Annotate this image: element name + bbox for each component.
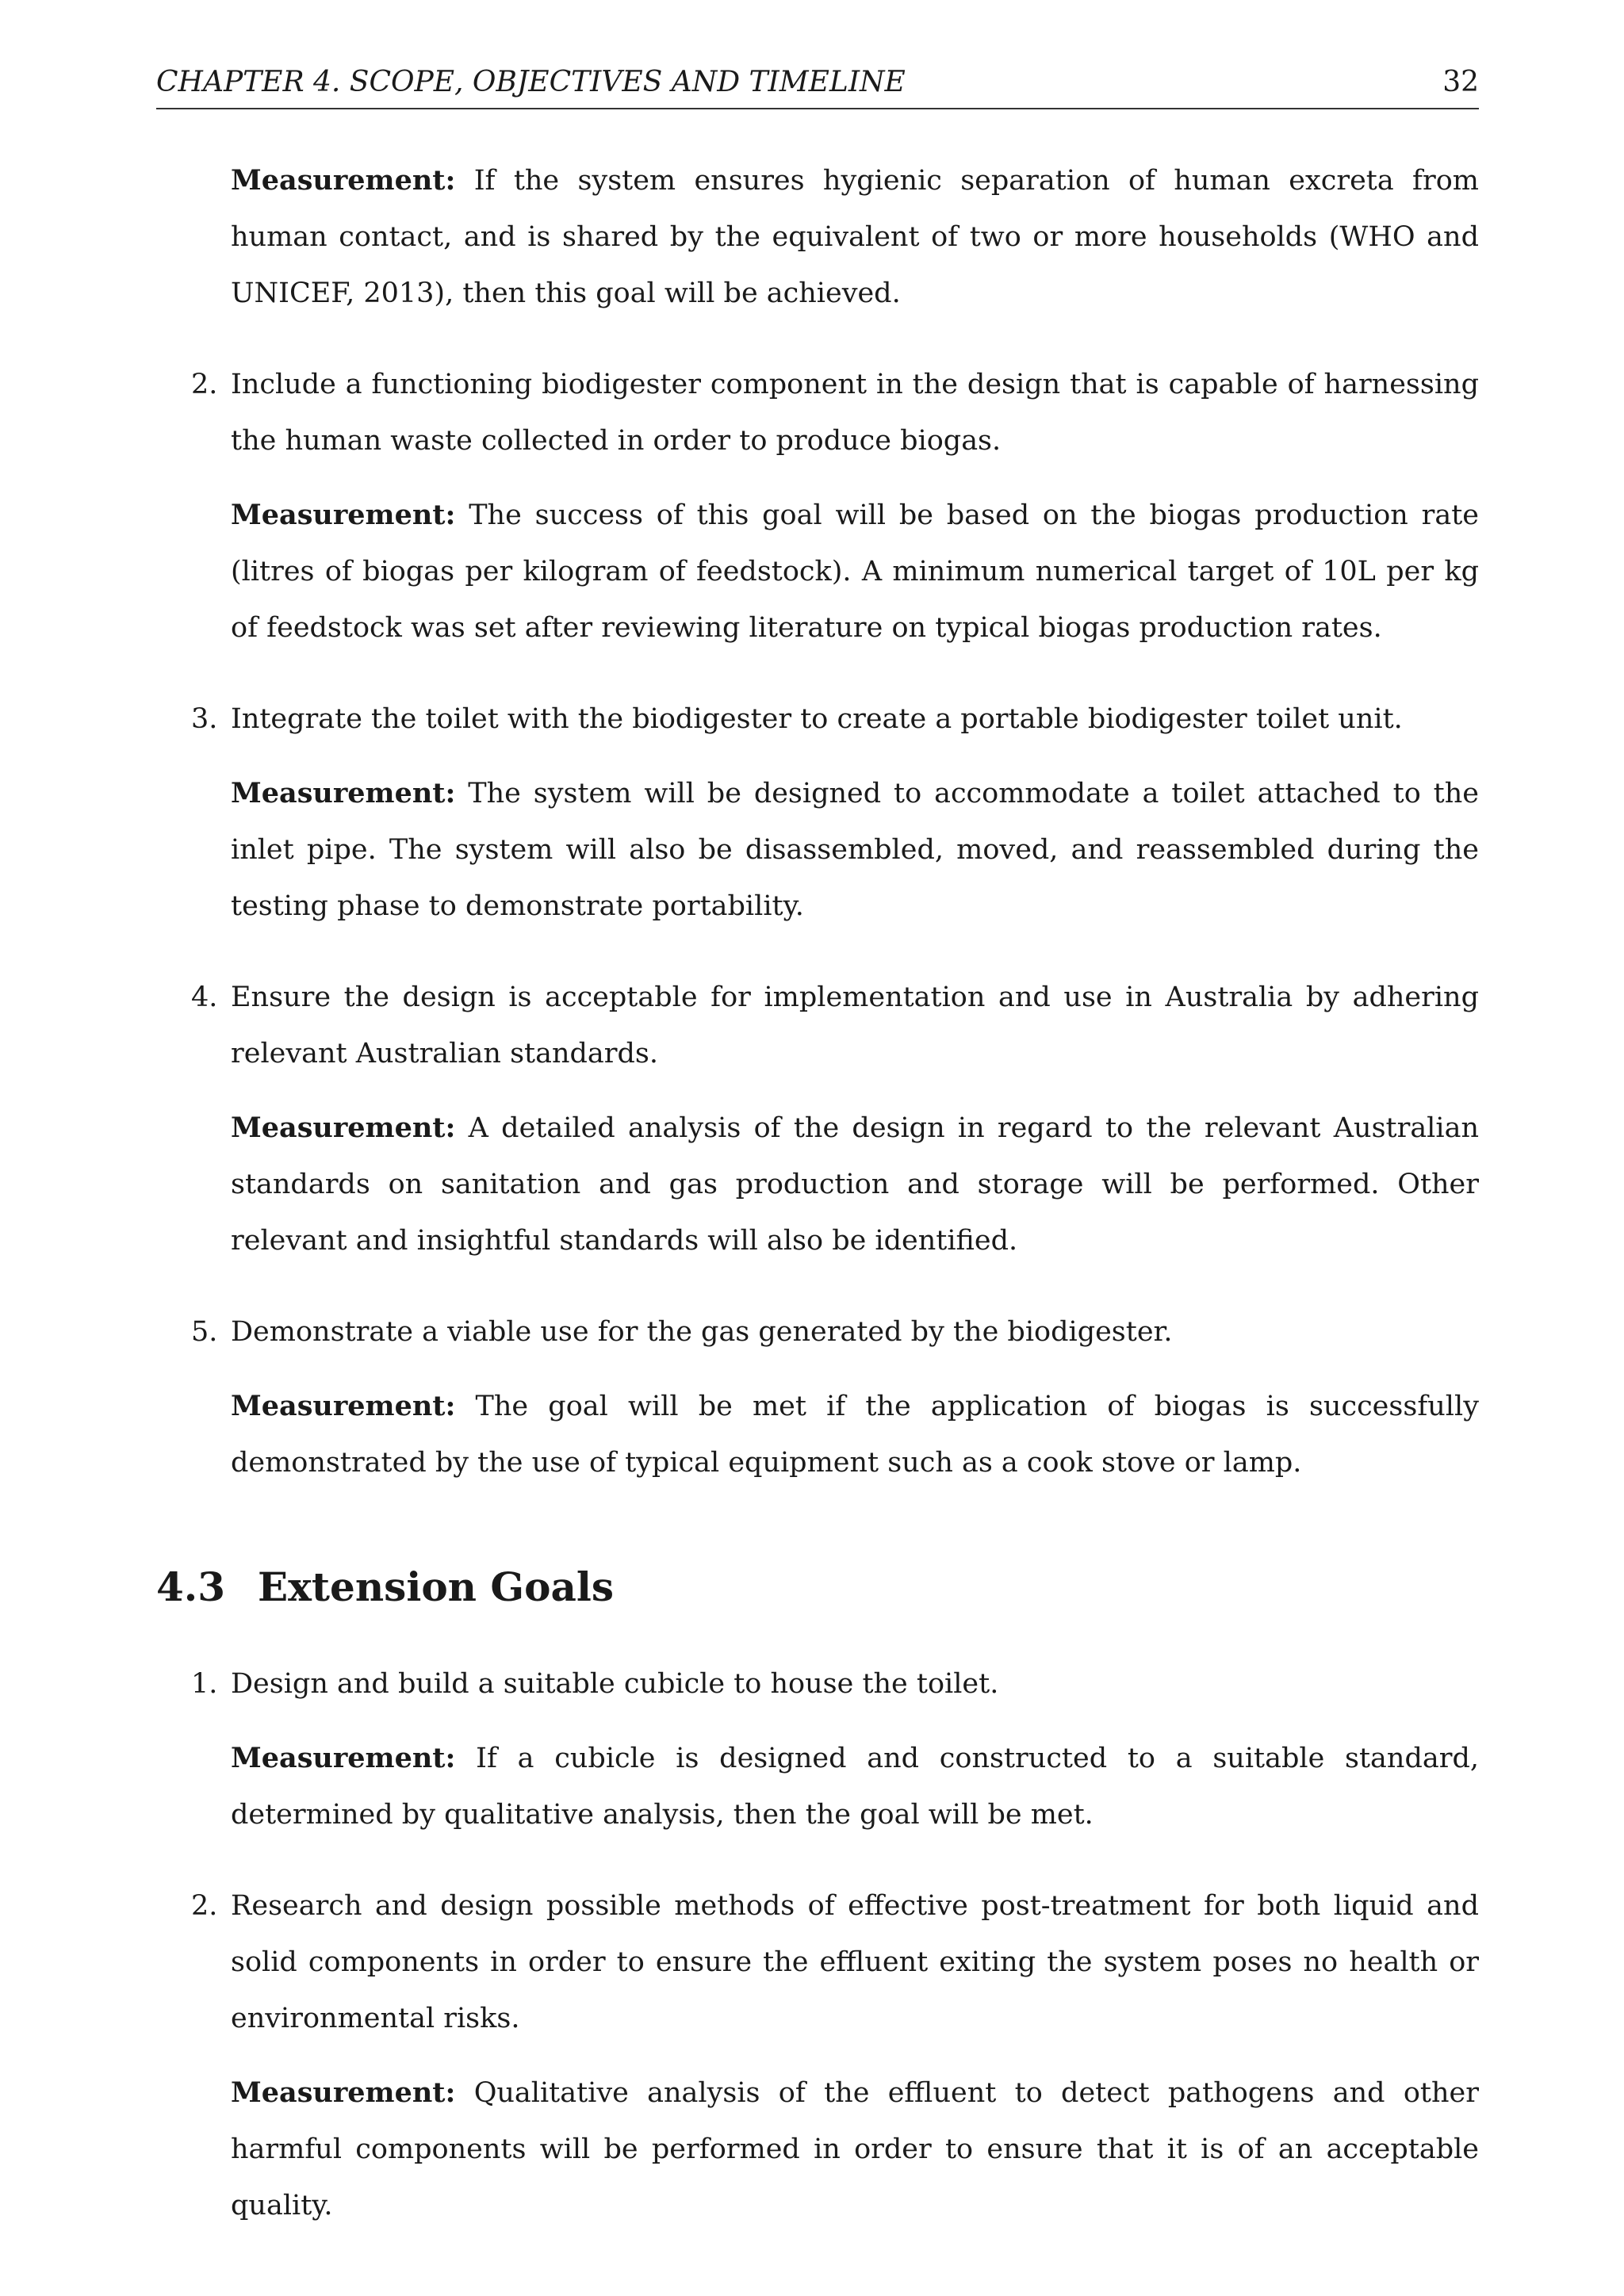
running-header: [156, 63, 1479, 109]
measurement-paragraph: [231, 152, 1479, 322]
measurement-label: Measurement:: [231, 777, 456, 809]
goal-number: 2.: [191, 1890, 218, 1922]
goal-item: [156, 1304, 1479, 1360]
section-number: 4.3: [156, 1563, 225, 1610]
measurement-text: A detailed analysis of the design in regard to the relevant Australian standards on sanitation and gas production and storage will be performed. Other relevant and insightful standards will also be identified.: [231, 1112, 1479, 1257]
measurement-text: If the system ensures hygienic separation of human excreta from human contact, and is shared by the equivalent of two or more households (WHO and UNICEF, 2013), then this goal will be achieved.: [231, 165, 1479, 309]
measurement-label: Measurement:: [231, 499, 456, 531]
page-number: 32: [1442, 66, 1479, 98]
extension-goal-item: [156, 1878, 1479, 2047]
chapter-title: CHAPTER 4. SCOPE, OBJECTIVES AND TIMELINE: [156, 66, 906, 98]
goal-text: Research and design possible methods of effective post-treatment for both liquid and solid components in order to ensure the effluent exiting the system poses no health or environmental risks.: [231, 1890, 1479, 2034]
measurement-text: The goal will be met if the application of biogas is successfully demonstrated by the use of typical equipment such as a cook stove or lamp.: [231, 1391, 1479, 1479]
goal-number: 2.: [191, 369, 218, 400]
goal-number: 1.: [191, 1668, 218, 1700]
measurement-label: Measurement:: [231, 164, 456, 197]
goal-item: [156, 970, 1479, 1082]
goal-number: 5.: [191, 1316, 218, 1348]
measurement-paragraph: [231, 765, 1479, 935]
measurement-paragraph: [231, 1378, 1479, 1491]
measurement-text: The success of this goal will be based on the biogas production rate (litres of biogas per kilogram of feedstock). A minimum numerical target of 10L per kg of feedstock was set after reviewing literature on typical biogas production rates.: [231, 499, 1479, 644]
measurement-text: If a cubicle is designed and constructed to a suitable standard, determined by qualitative analysis, then the goal will be met.: [231, 1743, 1479, 1831]
goal-item: [156, 357, 1479, 469]
page-body: [156, 152, 1479, 2252]
measurement-label: Measurement:: [231, 1742, 456, 1774]
goal-item: [156, 691, 1479, 748]
section-title: Extension Goals: [258, 1563, 615, 1610]
goal-text: Design and build a suitable cubicle to house the toilet.: [231, 1668, 999, 1700]
measurement-paragraph: [231, 1100, 1479, 1269]
goal-text: Demonstrate a viable use for the gas generated by the biodigester.: [231, 1316, 1173, 1348]
measurement-paragraph: [231, 1730, 1479, 1843]
goal-text: Integrate the toilet with the biodigester to create a portable biodigester toilet unit.: [231, 703, 1403, 735]
goal-number: 3.: [191, 703, 218, 735]
measurement-text: Qualitative analysis of the effluent to detect pathogens and other harmful components will be performed in order to ensure that it is of an acceptable quality.: [231, 2077, 1479, 2221]
goal-number: 4.: [191, 982, 218, 1013]
measurement-label: Measurement:: [231, 2076, 456, 2109]
goal-text: Include a functioning biodigester component in the design that is capable of harnessing the human waste collected in order to produce biogas.: [231, 369, 1479, 457]
extension-goal-item: [156, 1656, 1479, 1712]
section-heading: [156, 1559, 1479, 1615]
goal-text: Ensure the design is acceptable for implementation and use in Australia by adhering relevant Australian standards.: [231, 982, 1479, 1070]
measurement-label: Measurement:: [231, 1390, 456, 1422]
measurement-paragraph: [231, 487, 1479, 656]
measurement-text: The system will be designed to accommodate a toilet attached to the inlet pipe. The system will also be disassembled, moved, and reassembled during the testing phase to demonstrate portability.: [231, 778, 1479, 922]
measurement-label: Measurement:: [231, 1112, 456, 1144]
measurement-paragraph: [231, 2064, 1479, 2234]
